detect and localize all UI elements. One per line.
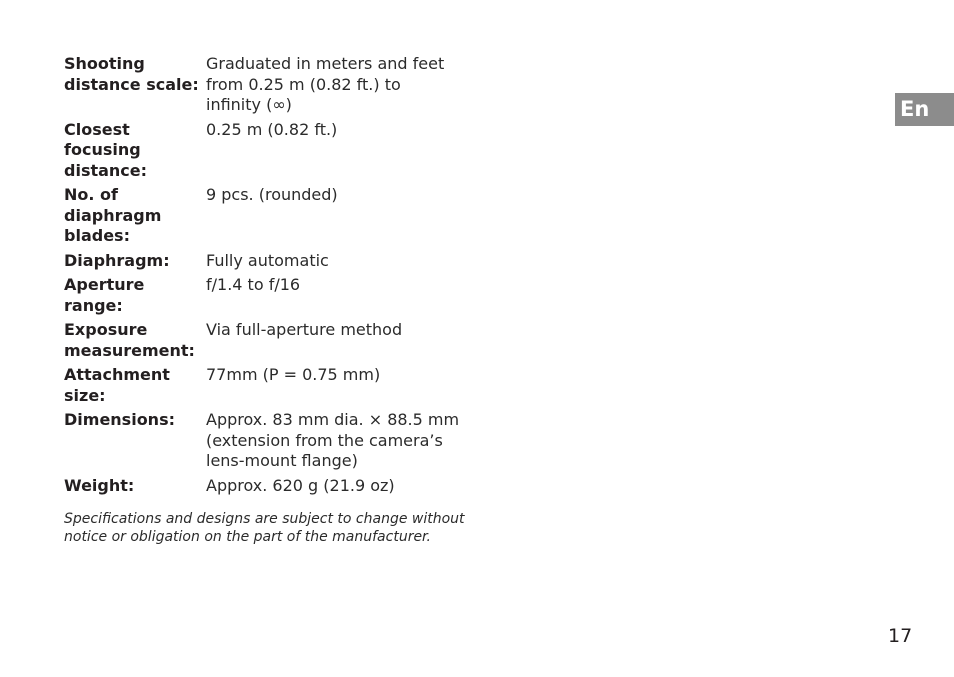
spec-row-closest-focusing-distance: [64, 120, 464, 182]
spec-row-weight: [64, 476, 464, 497]
spec-value: Via full-aperture method: [206, 320, 403, 339]
spec-row-attachment-size: [64, 365, 464, 406]
spec-label: Closest focusing distance:: [64, 119, 148, 180]
spec-value: Graduated in meters and feet from 0.25 m (0.82 ft.) to infinity (∞): [206, 54, 445, 114]
spec-row-exposure-measurement: [64, 320, 464, 361]
spec-row-diaphragm: [64, 251, 464, 272]
spec-value: 0.25 m (0.82 ft.): [206, 119, 338, 139]
specifications-disclaimer: Specifications and designs are subject to change without notice or obligation on the part of the manufacturer.: [64, 511, 465, 545]
spec-value: Approx. 83 mm dia. × 88.5 mm (extension from the camera’s lens-mount flange): [206, 410, 460, 470]
spec-label: Aperture range:: [64, 275, 145, 315]
spec-label: Weight:: [64, 475, 135, 495]
spec-row-diaphragm-blades: [64, 185, 464, 247]
spec-label: No. of diaphragm blades:: [64, 185, 162, 245]
spec-label: Shooting distance scale:: [64, 54, 199, 94]
spec-value: 77mm (P = 0.75 mm): [206, 365, 381, 384]
page-number: 17: [888, 625, 913, 647]
spec-label: Attachment size:: [64, 365, 170, 405]
spec-value: Fully automatic: [206, 250, 329, 270]
spec-label: Dimensions:: [64, 410, 175, 429]
spec-value: f/1.4 to f/16: [206, 275, 301, 294]
specifications-list: [64, 54, 464, 500]
spec-value: 9 pcs. (rounded): [206, 185, 338, 204]
spec-value: Approx. 620 g (21.9 oz): [206, 475, 395, 495]
spec-label: Exposure measurement:: [64, 320, 195, 360]
spec-row-dimensions: [64, 410, 464, 472]
language-tab: En: [895, 93, 954, 126]
spec-row-shooting-distance-scale: [64, 54, 464, 116]
spec-label: Diaphragm:: [64, 250, 170, 270]
spec-row-aperture-range: [64, 275, 464, 316]
